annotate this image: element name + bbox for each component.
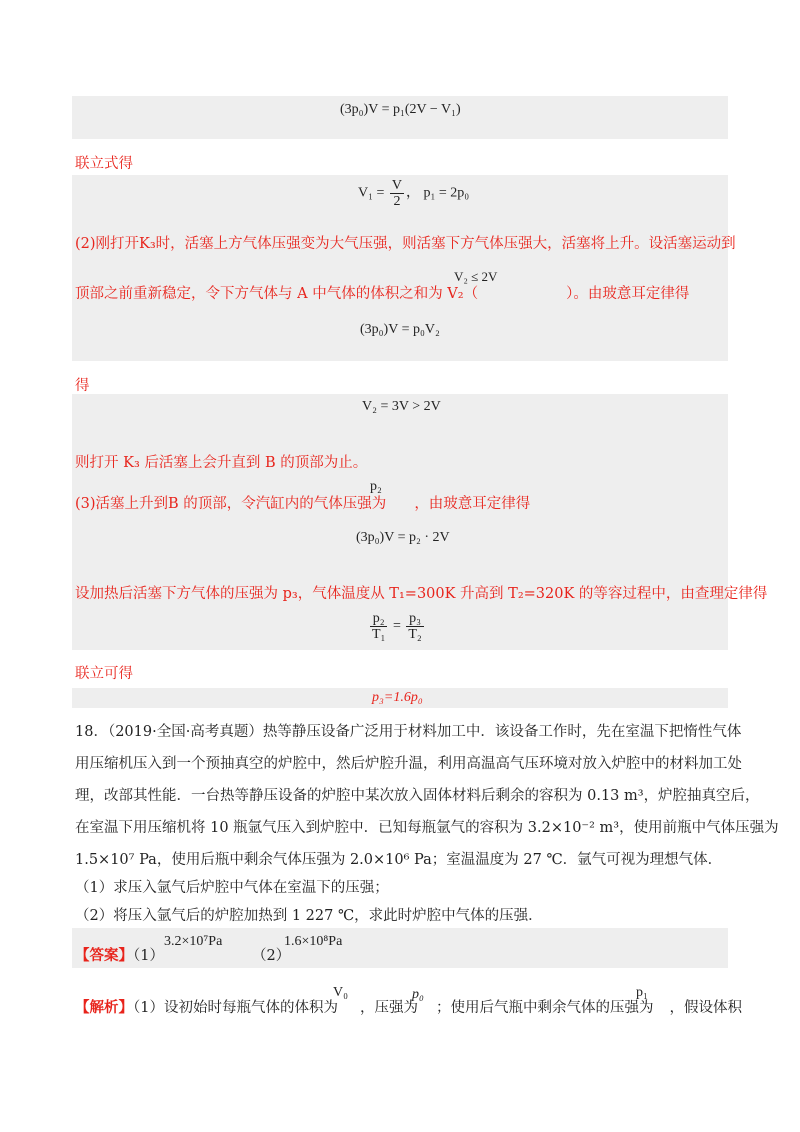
answer-line: 【答案】（1） [75, 947, 164, 964]
step3-line2: 设加热后活塞下方气体的压强为 p₃，气体温度从 T₁=300K 升高到 T₂=320K 的等容过程中，由查理定律得 [75, 586, 768, 602]
symbol-p2: p₂ [370, 479, 382, 494]
lianli-label: 联立式得 [75, 156, 133, 172]
final-result: p₃=1.6p₀ [372, 690, 423, 705]
question-line-7: （2）将压入氩气后的炉腔加热到 1 227 ℃，求此时炉腔中气体的压强． [75, 908, 543, 924]
equation-boyle-1: (3p₀)V = p₁(2V − V₁) [340, 102, 461, 117]
equation-boyle-3: (3p₀)V = p₂ · 2V [356, 530, 450, 545]
step2-conclusion: 则打开 K₃ 后活塞上会升直到 B 的顶部为止。 [75, 455, 368, 471]
de-label: 得 [75, 378, 90, 394]
symbol-p0: p₀ [412, 987, 424, 1002]
step3-line1: (3)活塞上升到B 的顶部，令汽缸内的气体压强为 ，由玻意耳定律得 [75, 496, 531, 512]
step2-line2: 顶部之前重新稳定，令下方气体与 A 中气体的体积之和为 V₂（ ）。由玻意耳定律得 [75, 286, 690, 302]
analysis-line: 【解析】（1）设初始时每瓶气体的体积为 ，压强为 ；使用后气瓶中剩余气体的压强为 ，假设体积 [75, 999, 742, 1016]
symbol-p1: p₁ [636, 985, 648, 1000]
equation-v2: V₂ = 3V > 2V [362, 399, 441, 414]
answer-tag: 【答案】 [75, 947, 133, 964]
equation-boyle-2: (3p₀)V = p₀V₂ [360, 322, 440, 337]
condition-v2: V₂ ≤ 2V [454, 269, 498, 284]
symbol-v0: V₀ [333, 985, 348, 1000]
answer-2-value: 1.6×10⁸Pa [284, 934, 343, 949]
equation-charles: $\frac{\text{p₂}}{\text{T₁}}$ = $\frac{\text{p₃}}{\text{T₂}}$ [372, 611, 422, 642]
answer-1-value: 3.2×10⁷Pa [164, 934, 223, 949]
question-line-3: 理，改部其性能．一台热等静压设备的炉腔中某次放入固体材料后剩余的容积为 0.13 m³，炉腔抽真空后， [75, 788, 760, 804]
answer-2-label: （2） [252, 948, 291, 964]
question-line-2: 用压缩机压入到一个预抽真空的炉腔中，然后炉腔升温，利用高温高气压环境对放入炉腔中的材料加工处 [75, 756, 742, 772]
question-line-5: 1.5×10⁷ Pa，使用后瓶中剩余气体压强为 2.0×10⁶ Pa；室温温度为 27 ℃．氩气可视为理想气体． [75, 852, 723, 868]
step2-line1: (2)刚打开K₃时，活塞上方气体压强变为大气压强，则活塞下方气体压强大，活塞将上升。设活塞运动到 [75, 236, 736, 252]
question-line-6: （1）求压入氩气后炉腔中气体在室温下的压强； [75, 880, 389, 896]
question-line-4: 在室温下用压缩机将 10 瓶氩气压入到炉腔中．已知每瓶氩气的容积为 3.2×10⁻² m³，使用前瓶中气体压强为 [75, 820, 779, 836]
keli-label: 联立可得 [75, 666, 133, 682]
analysis-tag: 【解析】 [75, 999, 133, 1016]
equation-v1-p1: V₁ = $\frac{V}{2}$ ， p₁ = 2p₀ [358, 178, 470, 209]
question-line-1: 18．（2019·全国·高考真题）热等静压设备广泛用于材料加工中．该设备工作时，先在室温下把惰性气体 [75, 724, 742, 740]
